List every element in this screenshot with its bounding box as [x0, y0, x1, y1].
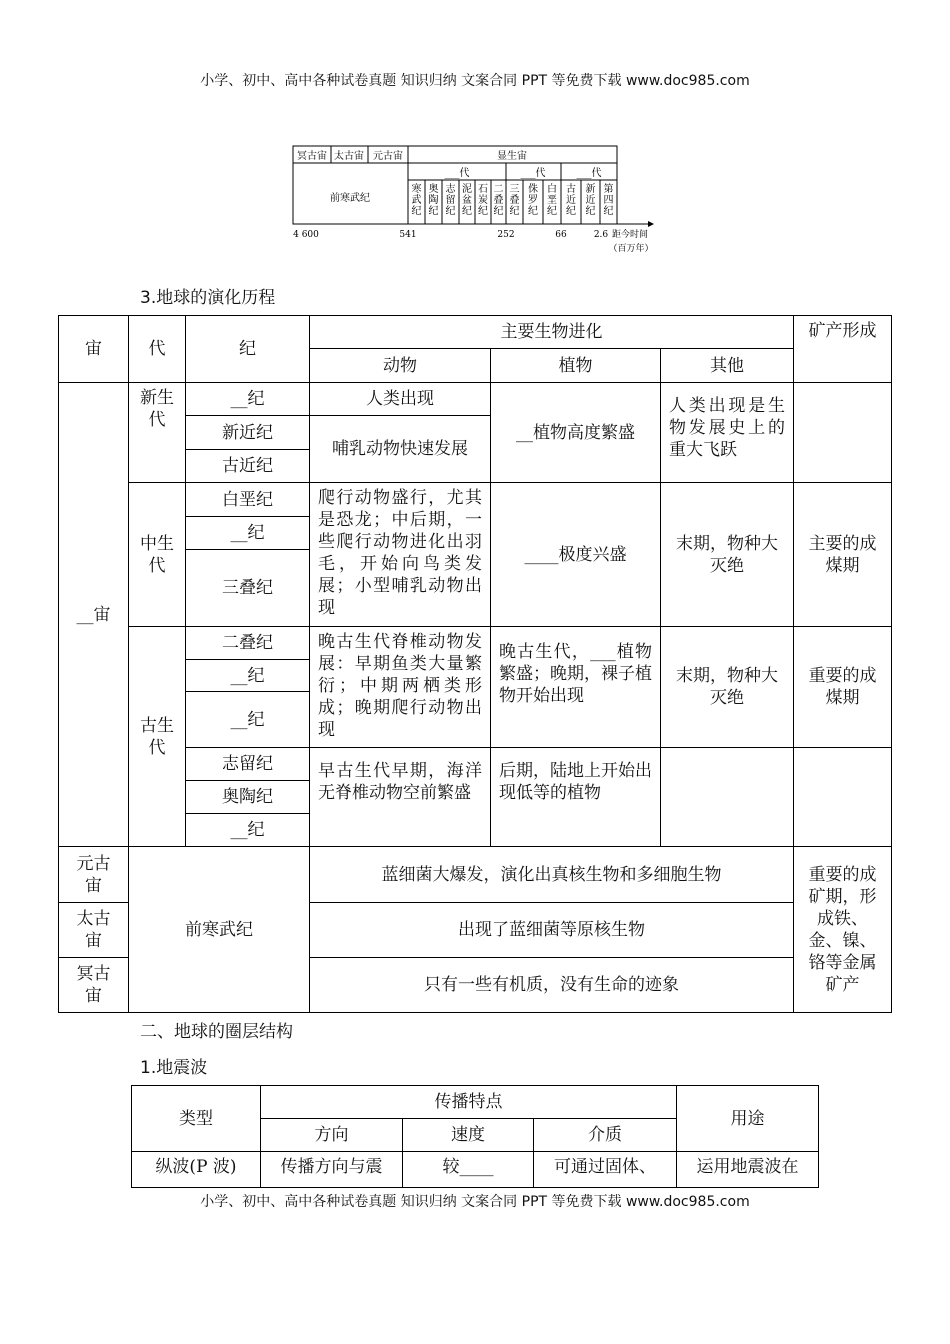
header-plant: 植物 [490, 348, 661, 383]
period-triassic: 三叠纪 [185, 549, 310, 627]
timeline-period-11: 第四纪 [603, 184, 614, 217]
timeline-period-6: 三叠纪 [509, 184, 520, 217]
page-footer: 小学、初中、高中各种试卷真题 知识归纳 文案合同 PPT 等免费下载 www.doc985.com [200, 1194, 750, 1210]
precambrian-label: 前寒武纪 [330, 193, 370, 204]
header-speed: 速度 [402, 1118, 534, 1152]
p-wave-type: 纵波(P 波) [131, 1151, 261, 1188]
eon-proterozoic-label: 元古宙 [373, 151, 403, 162]
section-title-layers: 二、地球的圈层结构 [140, 1022, 293, 1042]
mz-mineral: 主要的成煤期 [793, 482, 892, 627]
cz-plant: __植物高度繁盛 [490, 382, 661, 483]
eon-hadean: 冥古宙 [58, 957, 129, 1013]
period-silurian: 志留纪 [185, 747, 310, 781]
axis-label: 距今时间 [611, 230, 649, 240]
p-wave-direction: 传播方向与震 [260, 1151, 403, 1188]
page-header: 小学、初中、高中各种试卷真题 知识归纳 文案合同 PPT 等免费下载 www.doc985.com [200, 73, 750, 89]
lpz-mineral: 重要的成煤期 [793, 626, 892, 748]
era-mesozoic [128, 482, 186, 627]
eon-phanerozoic-label: 显生宙 [497, 151, 527, 162]
timeline-period-7: 侏罗纪 [528, 184, 538, 217]
p-wave-medium: 可通过固体、 [533, 1151, 677, 1188]
cz-mineral [793, 382, 892, 483]
lpz-animal: 晚古生代脊椎动物发展：早期鱼类大量繁衍；中期两栖类形成；晚期爬行动物出现 [309, 626, 491, 748]
timeline-period-4: 石炭纪 [478, 184, 488, 217]
header-period: 纪 [185, 315, 310, 383]
section-title-evolution: 3.地球的演化历程 [140, 288, 276, 308]
header-type: 类型 [131, 1085, 261, 1152]
period-cretaceous: 白垩纪 [185, 482, 310, 517]
era-cenozoic [128, 382, 186, 483]
tick-541: 541 [399, 230, 417, 240]
period-carboniferous-blank: __纪 [185, 659, 310, 692]
era-paleozoic [128, 626, 186, 847]
header-feature: 传播特点 [260, 1085, 677, 1119]
cz-animal-2: 哺乳动物快速发展 [309, 415, 491, 483]
period-permian: 二叠纪 [185, 626, 310, 660]
geologic-timeline [288, 143, 660, 258]
header-mineral: 矿产形成 [793, 315, 892, 383]
header-era: 代 [128, 315, 186, 383]
era-blank-3: ___代 [576, 168, 602, 179]
era-paleozoic-text: 古生代 [140, 715, 174, 758]
tick-252: 252 [497, 230, 515, 240]
period-devonian-blank: __纪 [185, 691, 310, 748]
header-other: 其他 [660, 348, 794, 383]
section-title-seismic: 1.地震波 [140, 1058, 208, 1078]
era-blank-1: ___代 [444, 168, 470, 179]
epz-other [660, 747, 794, 847]
header-medium: 介质 [533, 1118, 677, 1152]
period-quaternary: __纪 [185, 382, 310, 416]
hadean-bio: 只有一些有机质，没有生命的迹象 [309, 957, 794, 1013]
period-jurassic-blank: __纪 [185, 516, 310, 550]
header-direction: 方向 [260, 1118, 403, 1152]
mz-other: 末期，物种大灭绝 [660, 482, 794, 627]
period-paleogene: 古近纪 [185, 449, 310, 483]
epz-animal: 早古生代早期，海洋无脊椎动物空前繁盛 [309, 747, 491, 847]
p-wave-speed: 较____ [402, 1151, 534, 1188]
p-wave-use: 运用地震波在 [676, 1151, 819, 1188]
period-cambrian-blank: __纪 [185, 813, 310, 847]
timeline-period-8: 白垩纪 [547, 184, 557, 217]
timeline-period-5: 二叠纪 [493, 184, 504, 217]
period-ordovician: 奥陶纪 [185, 780, 310, 814]
precambrian-cell: 前寒武纪 [128, 846, 310, 1013]
timeline-period-2: 志留纪 [445, 184, 456, 217]
era-blank-2: ___代 [520, 168, 546, 179]
tick-4600: 4 600 [293, 230, 319, 240]
precambrian-mineral: 重要的成矿期，形成铁、金、镍、铬等金属矿产 [793, 846, 892, 1013]
cz-other: 人类出现是生物发展史上的重大飞跃 [660, 382, 794, 483]
eon-archean: 太古宙 [58, 902, 129, 958]
tick-66: 66 [555, 230, 567, 240]
tick-2-6: 2.6 [593, 230, 609, 240]
header-use: 用途 [676, 1085, 819, 1152]
header-bio-evolution: 主要生物进化 [309, 315, 794, 349]
axis-unit: （百万年） [608, 244, 654, 254]
lpz-other: 末期，物种大灭绝 [660, 626, 794, 748]
timeline-period-10: 新近纪 [585, 184, 596, 217]
era-mesozoic-text: 中生代 [140, 533, 174, 576]
eon-archean-label: 太古宙 [334, 151, 364, 162]
period-neogene: 新近纪 [185, 415, 310, 450]
epz-mineral [793, 747, 892, 847]
eon-proterozoic: 元古宙 [58, 846, 129, 903]
header-animal: 动物 [309, 348, 491, 383]
epz-plant: 后期，陆地上开始出现低等的植物 [490, 747, 661, 847]
era-cenozoic-text: 新生代 [140, 388, 174, 430]
header-eon: 宙 [58, 315, 129, 383]
mz-animal: 爬行动物盛行，尤其是恐龙；中后期，一些爬行动物进化出羽毛，开始向鸟类发展；小型哺乳动物出现 [309, 482, 491, 627]
timeline-period-3: 泥盆纪 [462, 184, 472, 217]
eon-blank-cell: __宙 [58, 382, 129, 847]
lpz-plant: 晚古生代，___植物繁盛；晚期，裸子植物开始出现 [490, 626, 661, 748]
mz-plant: ____极度兴盛 [490, 482, 661, 627]
timeline-period-0: 寒武纪 [411, 184, 422, 217]
cz-animal-1: 人类出现 [309, 382, 491, 416]
proterozoic-bio: 蓝细菌大爆发，演化出真核生物和多细胞生物 [309, 846, 794, 903]
timeline-period-1: 奥陶纪 [428, 184, 439, 217]
eon-hadean-label: 冥古宙 [297, 151, 327, 162]
archean-bio: 出现了蓝细菌等原核生物 [309, 902, 794, 958]
timeline-period-9: 古近纪 [566, 184, 576, 217]
